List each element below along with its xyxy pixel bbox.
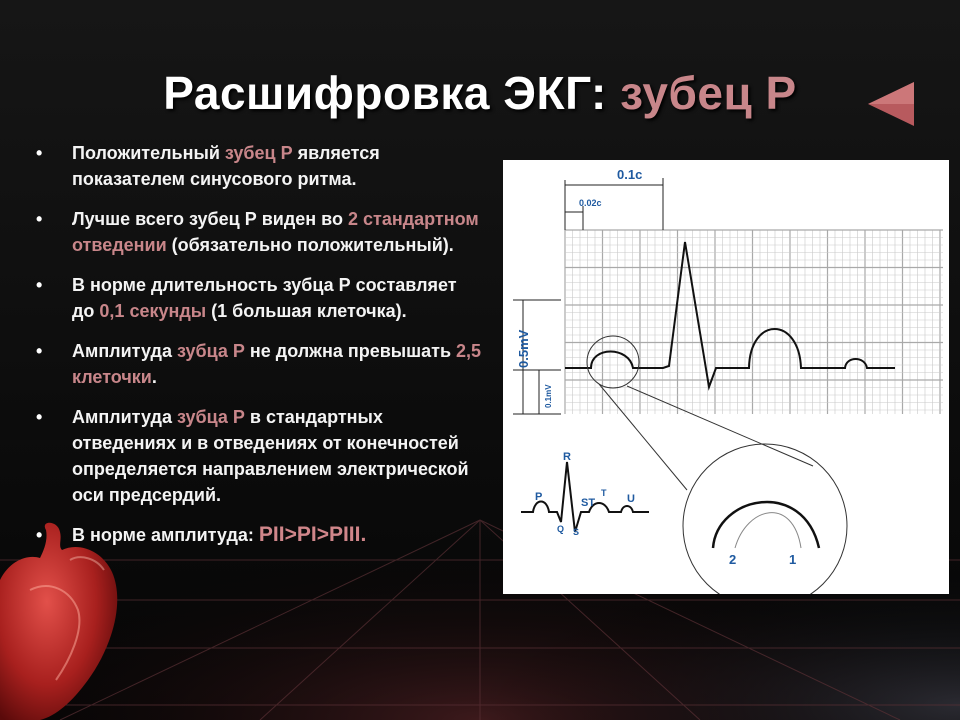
- slide-title: [0, 66, 960, 120]
- wave-label-r: R: [563, 451, 571, 463]
- label-0-5mv: 0.5mV: [516, 329, 531, 368]
- wave-label-st: ST: [581, 497, 596, 509]
- wave-label-t: T: [601, 488, 607, 498]
- bullet-item: • Амплитуда зубца Р не должна превышать 2,5 клеточки.: [36, 338, 484, 390]
- wave-label-p: P: [535, 491, 543, 503]
- bullet-item: • В норме амплитуда: PII>PI>PIII.: [36, 522, 484, 548]
- ecg-diagram: [503, 160, 949, 594]
- label-0-1c: 0.1c: [617, 167, 643, 182]
- bullet-item: • В норме длительность зубца Р составляет до 0,1 секунды (1 большая клеточка).: [36, 272, 484, 324]
- label-0-1mv: 0.1mV: [544, 384, 553, 408]
- zoom-label-2: 2: [729, 552, 737, 567]
- back-arrow-icon[interactable]: [864, 78, 918, 130]
- heart-image: [0, 520, 140, 720]
- label-0-02c: 0.02c: [579, 198, 602, 208]
- wave-label-q: Q: [557, 524, 565, 534]
- p-wave-2: [735, 513, 801, 548]
- wave-label-s: S: [573, 527, 580, 537]
- p-wave-1: [713, 502, 819, 548]
- bullet-item: • Амплитуда зубца Р в стандартных отведениях и в отведениях от конечностей определяется направлением электрической оси предсердий.: [36, 404, 484, 508]
- magnifier-large: [683, 444, 847, 594]
- bullet-item: • Лучше всего зубец Р виден во 2 стандартном отведении (обязательно положительный).: [36, 206, 484, 258]
- title-main: Расшифровка ЭКГ:: [163, 67, 621, 119]
- title-accent: зубец Р: [620, 67, 797, 119]
- wave-label-u: U: [627, 493, 635, 505]
- zoom-label-1: 1: [789, 552, 797, 567]
- bullet-item: • Положительный зубец Р является показателем синусового ритма.: [36, 140, 484, 192]
- bullet-list: [36, 140, 484, 562]
